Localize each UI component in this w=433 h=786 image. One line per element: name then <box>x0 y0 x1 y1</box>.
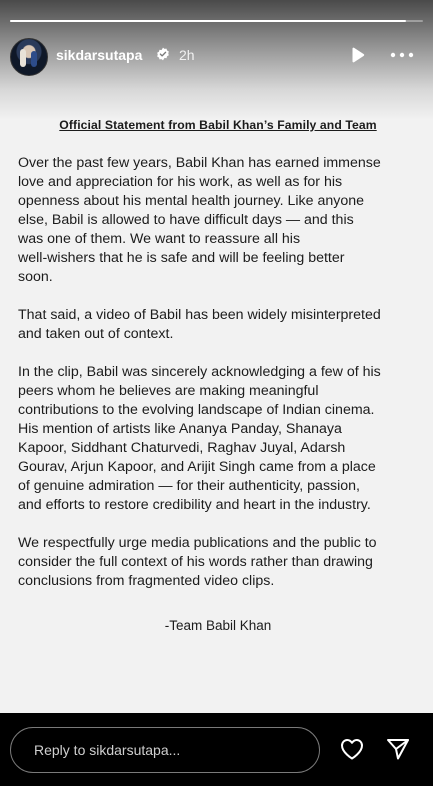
statement-signature: -Team Babil Khan <box>164 618 272 633</box>
statement-paragraph: We respectfully urge media publications and the public to consider the full context of his words rather than drawing conclusions from fragmented video clips. <box>18 535 377 589</box>
more-icon[interactable] <box>390 51 414 59</box>
statement-paragraph: That said, a video of Babil has been widely misinterpreted and taken out of context. <box>18 307 381 342</box>
story-progress-bar <box>10 20 423 22</box>
story-footer <box>0 713 433 786</box>
statement-paragraph: Over the past few years, Babil Khan has earned immense love and appreciation for his work, as well as for his openness about his mental health journey. Like anyone else, Babil is allowed to have difficult days — and this was one of them. We want to reassure all his well-wishers that he is safe and will be feeling better soon. <box>18 155 381 285</box>
username[interactable]: sikdarsutapa <box>56 47 143 63</box>
send-icon[interactable] <box>386 738 410 760</box>
story-header <box>10 38 423 76</box>
verified-badge-icon <box>156 47 170 61</box>
post-time: 2h <box>179 47 195 63</box>
reply-placeholder: Reply to sikdarsutapa... <box>34 742 181 758</box>
story-progress-fill <box>10 20 406 22</box>
reply-input[interactable] <box>10 727 320 773</box>
statement-title: Official Statement from Babil Khan’s Family and Team <box>59 118 377 132</box>
heart-icon[interactable] <box>340 738 364 760</box>
avatar[interactable] <box>10 38 48 76</box>
statement-content <box>18 118 418 633</box>
play-icon[interactable] <box>348 46 366 64</box>
statement-paragraph: In the clip, Babil was sincerely acknowledging a few of his peers whom he believes are making meaningful contributions to the evolving landscape of Indian cinema. His mention of artists like Ananya Panday, Shanaya Kapoor, Siddhant Chaturvedi, Raghav Juyal, Adarsh Gourav, Arjun Kapoor, and Arijit Singh came from a place of genuine admiration — for their authenticity, passion, and efforts to restore credibility and heart in the industry. <box>18 364 381 513</box>
